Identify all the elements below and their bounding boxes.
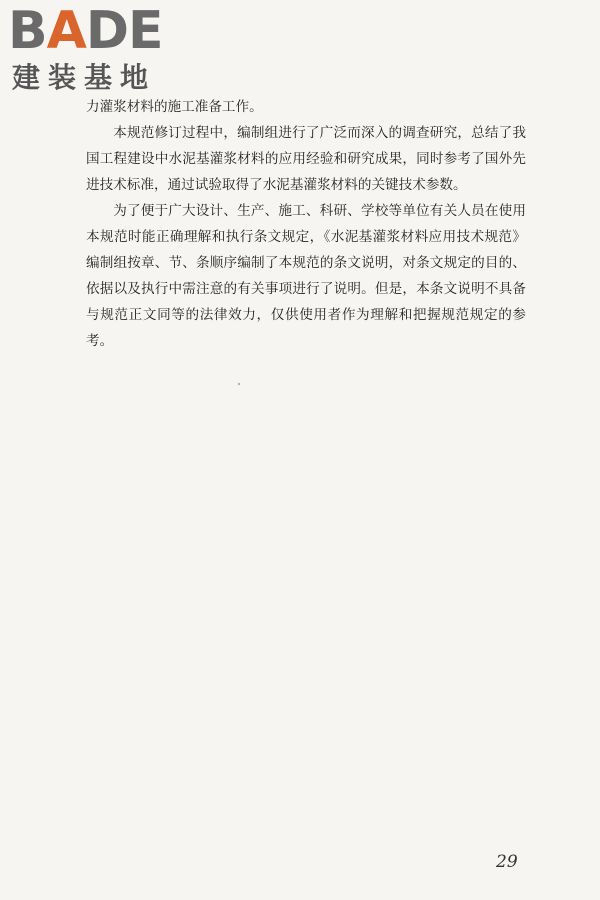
document-body — [86, 94, 526, 354]
logo-letter-b: B — [8, 1, 47, 61]
paragraph-continuation: 力灌浆材料的施工准备工作。 — [86, 99, 263, 115]
page-number: 29 — [496, 852, 518, 872]
logo-subtitle: 建装基地 — [12, 61, 157, 94]
bade-logo — [8, 2, 178, 94]
logo-letter-a-accent: A — [46, 1, 86, 61]
paragraph-revision-process: 本规范修订过程中，编制组进行了广泛而深入的调查研究，总结了我国工程建设中水泥基灌浆材料的应用经验和研究成果，同时参考了国外先进技术标准，通过试验取得了水泥基灌浆材料的关键技术参数。 — [86, 125, 526, 193]
scan-speck — [238, 383, 240, 385]
logo-letters-de: DE — [85, 1, 163, 61]
paragraph-explanation-purpose: 为了便于广大设计、生产、施工、科研、学校等单位有关人员在使用本规范时能正确理解和执行条文规定，《水泥基灌浆材料应用技术规范》编制组按章、节、条顺序编制了本规范的条文说明，对条文规定的目的、依据以及执行中需注意的有关事项进行了说明。但是，本条文说明不具备与规范正文同等的法律效力，仅供使用者作为理解和把握规范规定的参考。 — [86, 203, 526, 349]
logo-wordmark — [8, 2, 163, 60]
